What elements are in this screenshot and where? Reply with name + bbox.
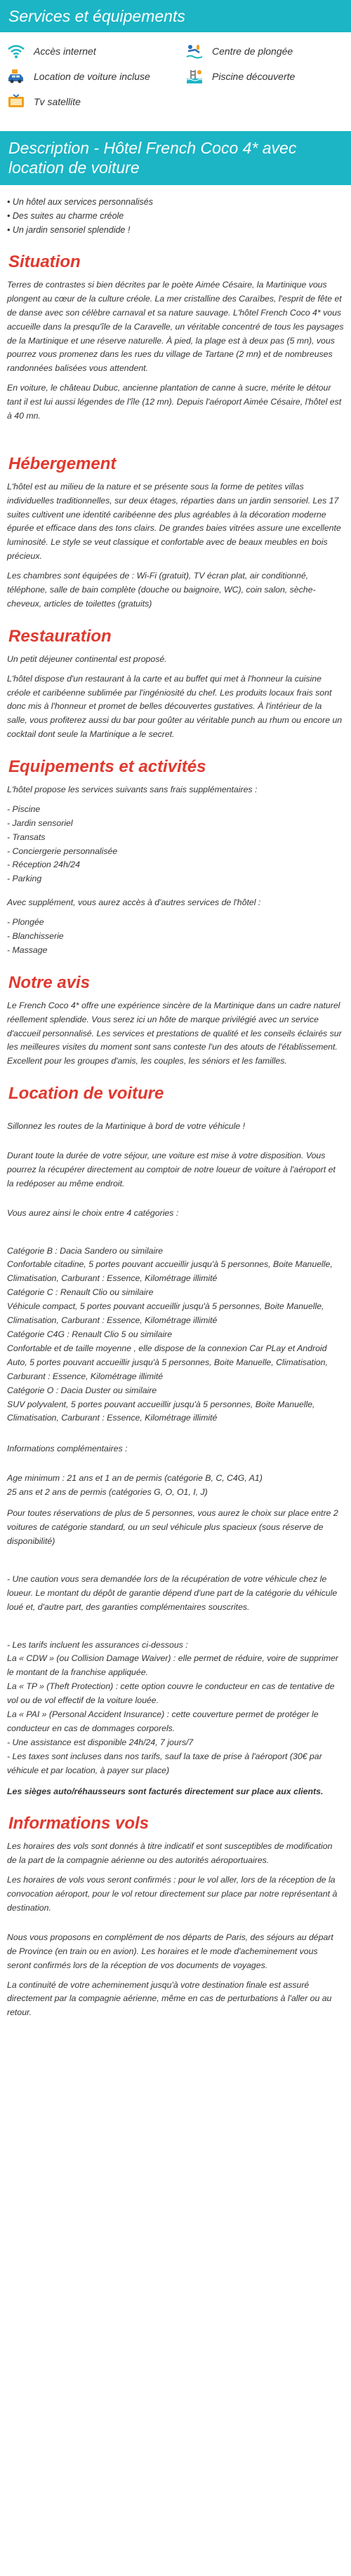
location-text: Durant toute la durée de votre séjour, une voiture est mise à votre disposition. Vous pourrez la récupérer directement au comptoir de notre loueur de voiture à l'aéroport et la redéposer au même endroit. [7,1150,336,1188]
location-text: Pour toutes réservations de plus de 5 personnes, vous aurez le choix sur place entre 2 voitures de catégorie standard, ou un seul véhicule plus spacieux (sous réserve de disponibilité) [7,1508,338,1546]
list-item: - Massage [7,945,48,955]
pool-icon [184,67,205,86]
list-item: • Des suites au charme créole [7,209,344,223]
info-heading: Informations complémentaires : [7,1444,128,1454]
age-requirements [0,1472,351,1500]
amenity-label: Location de voiture incluse [34,70,150,82]
list-item: - Les taxes sont incluses dans nos tarifs, sauf la taxe de prise à l'aéroport (30€ par véhicule et par location, à payer sur place) [7,1751,322,1775]
list-item: - Jardin sensoriel [7,818,73,828]
wifi-icon [6,42,27,60]
list-item: Catégorie C : Renault Clio ou similaire [7,1287,154,1298]
equipements-text: Avec supplément, vous aurez accès à d'autres services de l'hôtel : [7,897,261,908]
restauration-heading: Restauration [8,626,112,646]
list-item: 25 ans et 2 ans de permis (catégories G, O, O1, I, J) [7,1487,208,1498]
list-item: Catégorie C4G : Renault Clio 5 ou similaire [7,1329,173,1339]
location-text: Vous aurez ainsi le choix entre 4 catégories : [7,1207,179,1218]
list-item: • Un jardin sensoriel splendide ! [7,223,344,237]
list-item: • Un hôtel aux services personnalisés [7,195,344,209]
paid-services-list [0,916,351,958]
car-categories-list [0,1245,351,1426]
list-item: - Réception 24h/24 [7,860,80,870]
situation-text: En voiture, le château Dubuc, ancienne plantation de canne à sucre, mérite le détour tant il est lui aussi légendes de l'île (12 mn). Depuis l'aéroport Aimée Césaire, l'hôtel est à 40 mn. [7,383,342,421]
list-item: Confortable citadine, 5 portes pouvant accueillir jusqu'à 5 personnes, Boite Manuelle, Climatisation, Carburant : Essence, Kilométrage illimité [7,1259,333,1284]
list-item: - Conciergerie personnalisée [7,846,118,856]
list-item: - Piscine [7,804,41,814]
vols-text: Les horaires de vols vous seront confirmés : pour le vol aller, lors de la réception de la convocation aéroport, pour le vol retour directement sur place par notre représentant à destination. [7,1875,338,1913]
list-item: Confortable et de taille moyenne , elle dispose de la connexion Car PLay et Android Auto, 5 portes pouvant accueillir jusqu'à 5 personnes, Boite Manuelle, Climatisation, Carburant : Essence, Kilométrage illimité [7,1343,328,1381]
situation-text: Terres de contrastes si bien décrites par le poète Aimée Césaire, la Martinique vous plongent au cœur de la culture créole. La mer cristalline des Caraïbes, l'esprit de fête et de danse avec son célèbre carnaval et sa nature sauvage. L'hôtel French Coco 4* vous accueille dans la presqu'île de la Caravelle, un véritable concentré de tous les paysages de la Martinique et une réserve naturelle. À pied, la plage est à deux pas (5 mn), vous pourrez vous promenez dans les rues du village de Tartane (2 mn) et de nombreuses randonnées balisées vous attendent. [7,279,344,374]
car-icon [6,67,27,86]
amenity-label: Tv satellite [34,95,81,107]
amenity-tv [6,93,81,111]
description-title: Description - Hôtel French Coco 4* avec location de voiture [0,131,351,186]
amenities-grid [0,32,351,127]
vols-heading: Informations vols [8,1814,150,1833]
location-text: Sillonnez les routes de la Martinique à bord de votre véhicule ! [7,1121,246,1132]
vols-text: La continuité de votre acheminement jusqu'à votre destination finale est assuré directement par la compagnie aérienne, même en cas de perturbations à l'aller ou au retour. [7,1979,332,2018]
car-seat-note: Les sièges auto/réhausseurs sont facturés directement sur place aux clients. [7,1786,324,1796]
insurance-list [0,1639,351,1778]
restauration-text: Un petit déjeuner continental est proposé. [7,653,167,664]
hebergement-text: Les chambres sont équipées de : Wi-Fi (gratuit), TV écran plat, air conditionné, téléphone, salle de bain complète (douche ou baignoire, WC), coin salon, sèche-cheveux, articles de toilettes (gratuits) [7,571,316,609]
list-item: - Transats [7,832,46,842]
hebergement-heading: Hébergement [8,454,117,473]
restauration-text: L'hôtel dispose d'un restaurant à la carte et au buffet qui met à l'honneur la cuisine créole et caribéenne sublimée par l'ingéniosité du chef. Les produits locaux frais sont donc mis à l'honneur et promet de belles découvertes gustatives. À l'intérieur de la salle, vous profiterez aussi du bar pour goûter au véritable punch au rhum ou encore un cocktail dont seule la Martinique a le secret. [7,673,343,740]
list-item: - Blanchisserie [7,931,64,942]
equipements-heading: Equipements et activités [8,757,206,777]
amenity-diving [184,42,293,60]
vols-text: Les horaires des vols sont donnés à titre indicatif et sont susceptibles de modification de la part de la compagnie aérienne ou des autorités aéroportuaires. [7,1841,333,1866]
list-item: - Une assistance est disponible 24h/24, 7 jours/7 [7,1737,194,1747]
list-item: Catégorie B : Dacia Sandero ou similaire [7,1245,164,1256]
tv-icon [6,93,27,111]
avis-heading: Notre avis [8,972,91,992]
amenity-label: Piscine découverte [212,70,296,82]
situation-heading: Situation [8,252,81,272]
list-item: SUV polyvalent, 5 portes pouvant accueillir jusqu'à 5 personnes, Boite Manuelle, Climatisation, Carburant : Essence, Kilométrage illimité [7,1399,315,1423]
free-services-list [0,803,351,886]
location-heading: Location de voiture [8,1084,164,1104]
amenity-label: Accès internet [34,45,96,57]
list-item: Catégorie O : Dacia Duster ou similaire [7,1385,157,1395]
amenity-internet [6,42,96,60]
deposit-text: - Une caution vous sera demandée lors de la récupération de votre véhicule chez le loueur. Le montant du dépôt de garantie dépend d'une part de la catégorie du véhicule loué et, d'autre part, des garanties complémentaires souscrites. [7,1573,338,1612]
list-item: - Plongée [7,917,44,928]
equipements-text: L'hôtel propose les services suivants sans frais supplémentaires : [7,784,258,794]
list-item: La « TP » (Theft Protection) : cette option couvre le conducteur en cas de tentative de vol ou de vol effectif de la voiture louée. [7,1681,335,1706]
amenity-label: Centre de plongée [212,45,293,57]
list-item: La « CDW » (ou Collision Damage Waiver) : elle permet de réduire, voire de supprimer le montant de la franchise appliquée. [7,1653,339,1678]
amenity-car [6,67,150,86]
vols-text: Nous vous proposons en complément de nos départs de Paris, des séjours au départ de Province (en train ou en avion). Les horaires et le mode d'acheminement vous seront confirmés lors de la réception de vos documents de voyages. [7,1932,333,1970]
list-item: Age minimum : 21 ans et 1 an de permis (catégorie B, C, C4G, A1) [7,1473,263,1484]
list-item: Véhicule compact, 5 portes pouvant accueillir jusqu'à 5 personnes, Boite Manuelle, Climatisation, Carburant : Essence, Kilométrage illimité [7,1301,324,1326]
amenity-pool [184,67,295,86]
hebergement-text: L'hôtel est au milieu de la nature et se présente sous la forme de petites villas individuelles traditionnelles, sur deux étages, réparties dans un jardin sensoriel. Les 17 suites cultivent une identité caribéenne des plus agréables à la décoration moderne épurée et efficace dans des tons clairs. De grandes baies vitrées assure une excellente luminosité. Le style se veut classique et confortable avec de beaux meubles en bois précieux. [7,481,341,562]
list-item: - Les tarifs incluent les assurances ci-dessous : [7,1639,188,1650]
list-item: La « PAI » (Personal Accident Insurance) : cette couverture permet de protéger le conducteur en cas de dommages corporels. [7,1709,319,1733]
highlights-list [0,195,351,237]
diving-icon [184,42,205,60]
services-heading: Services et équipements [0,0,351,32]
list-item: - Parking [7,874,42,884]
avis-text: Le French Coco 4* offre une expérience sincère de la Martinique dans un cadre naturel réellement splendide. Vous serez ici un hôte de marque privilégié avec un service d'accueil personnalisé. Les services et prestations de qualité et les conseils éclairés sur les meilleures visites du moment sont sans conteste l'un des atouts de l'établissement. Excellent pour les groupes d'amis, les couples, les séniors et les familles. [7,1000,342,1066]
